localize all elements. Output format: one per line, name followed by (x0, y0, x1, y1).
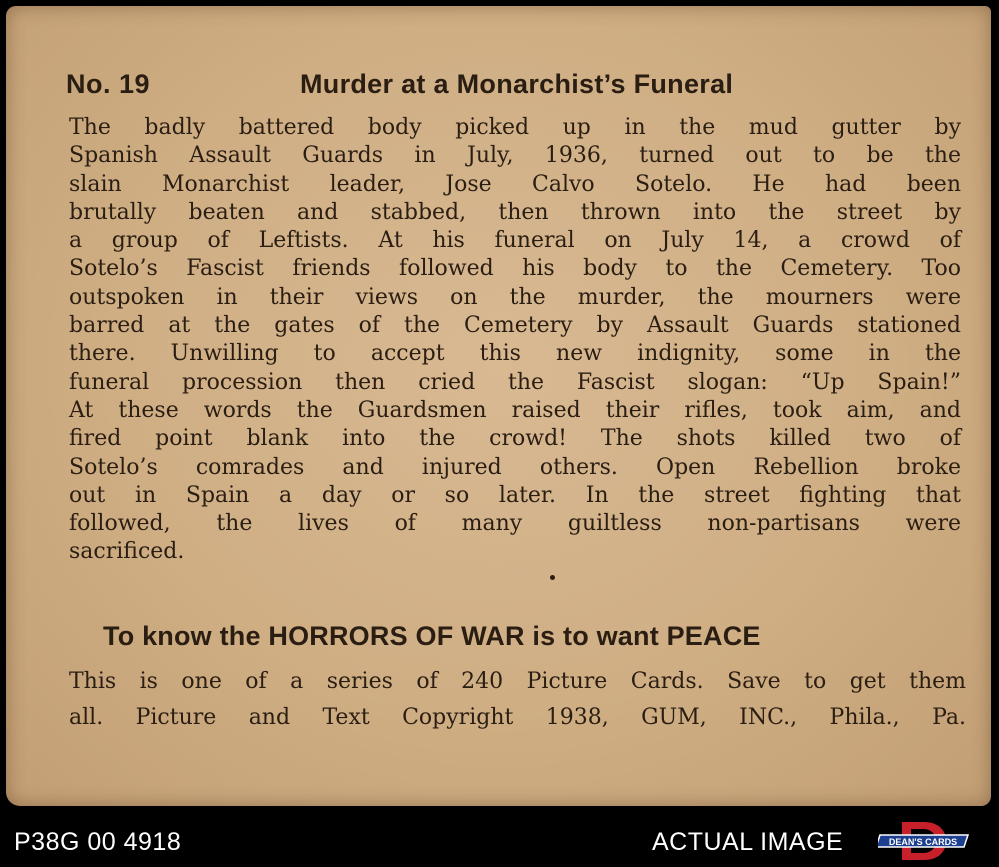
story-line: barred at the gates of the Cemetery by Assault Guards stationed (69, 313, 961, 339)
story-line: slain Monarchist leader, Jose Calvo Sotelo. He had been (69, 171, 961, 197)
card-story (69, 114, 961, 567)
actual-image-label: ACTUAL IMAGE (652, 828, 844, 856)
story-line: followed, the lives of many guiltless non-partisans were (69, 511, 961, 537)
card-title: Murder at a Monarchist’s Funeral (300, 69, 734, 99)
series-note-line: all. Picture and Text Copyright 1938, GUM, INC., Phila., Pa. (69, 705, 966, 730)
story-line: sacrificed. (69, 539, 185, 565)
logo-text: DEAN'S CARDS (888, 837, 958, 847)
story-line: The badly battered body picked up in the mud gutter by (69, 115, 961, 140)
series-note (69, 664, 966, 736)
story-line: fired point blank into the crowd! The shots killed two of (69, 426, 961, 452)
cert-number: P38G 00 4918 (14, 828, 182, 856)
grading-footer (0, 812, 999, 867)
story-line: Spanish Assault Guards in July, 1936, turned out to be the (69, 143, 961, 169)
card-number: No. 19 (66, 69, 151, 99)
story-line: At these words the Guardsmen raised their rifles, took aim, and (69, 397, 961, 423)
story-line: brutally beaten and stabbed, then thrown into the street by (69, 199, 961, 225)
story-line: out in Spain a day or so later. In the street fighting that (69, 482, 961, 508)
card-header (66, 69, 966, 109)
story-line: funeral procession then cried the Fascist slogan: “Up Spain!” (69, 369, 961, 395)
story-line: Sotelo’s Fascist friends followed his body to the Cemetery. Too (69, 256, 961, 282)
peace-slogan: To know the HORRORS OF WAR is to want PEACE (103, 621, 761, 651)
print-dot (550, 575, 555, 580)
deans-cards-logo-icon (878, 820, 970, 862)
story-line: there. Unwilling to accept this new indignity, some in the (69, 341, 961, 367)
series-note-line: This is one of a series of 240 Picture Cards. Save to get them (69, 669, 966, 694)
trading-card-back (6, 6, 991, 806)
story-line: outspoken in their views on the murder, the mourners were (69, 284, 961, 310)
story-line: a group of Leftists. At his funeral on July 14, a crowd of (69, 228, 961, 254)
story-line: Sotelo’s comrades and injured others. Open Rebellion broke (69, 454, 961, 480)
